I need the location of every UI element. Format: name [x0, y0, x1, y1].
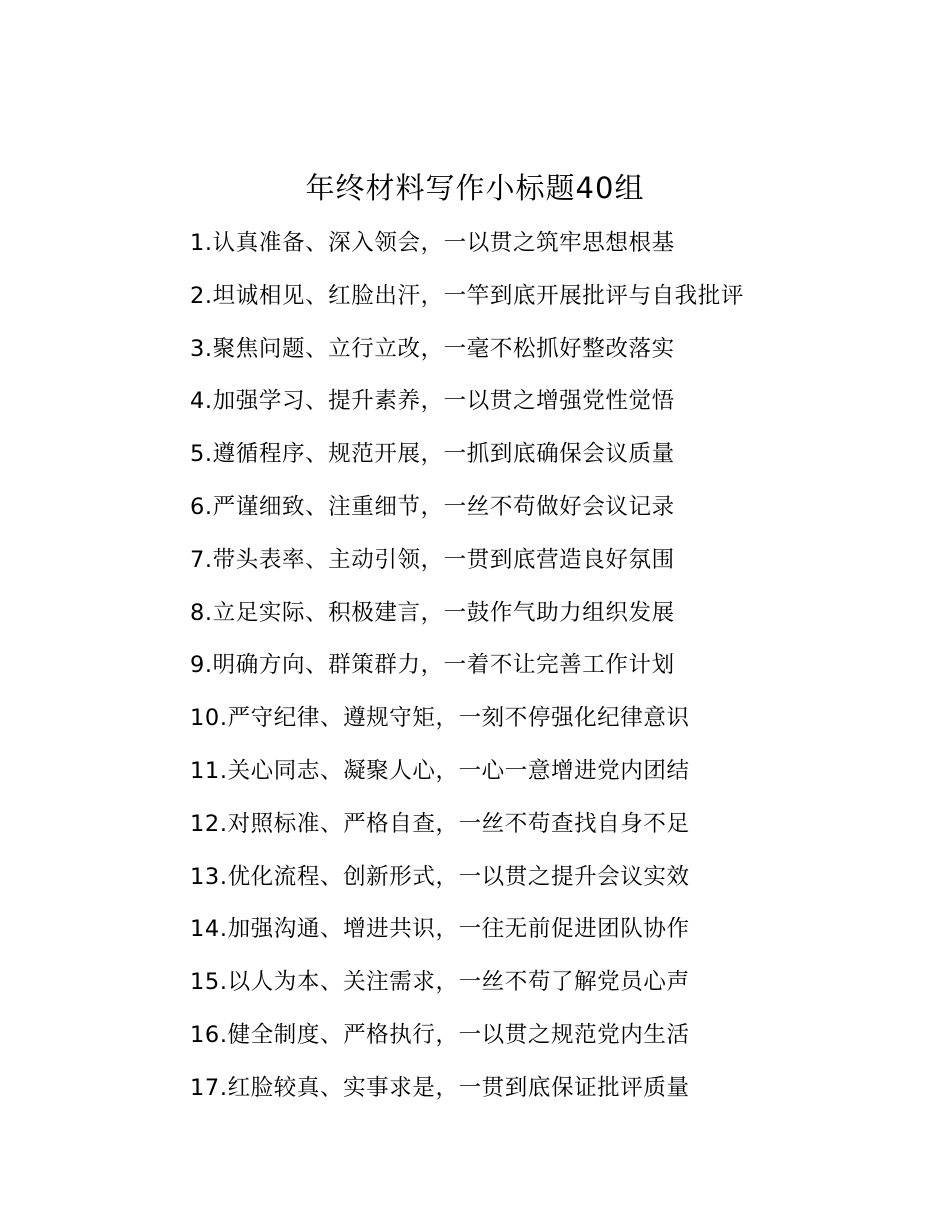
list-item: 17.红脸较真、实事求是，一贯到底保证批评质量 — [190, 1074, 690, 1101]
list-item: 12.对照标准、严格自查，一丝不苟查找自身不足 — [190, 810, 690, 837]
list-item: 11.关心同志、凝聚人心，一心一意增进党内团结 — [190, 757, 690, 784]
list-item: 14.加强沟通、增进共识，一往无前促进团队协作 — [190, 916, 690, 943]
list-item: 16.健全制度、严格执行，一以贯之规范党内生活 — [190, 1021, 690, 1048]
list-item: 8.立足实际、积极建言，一鼓作气助力组织发展 — [190, 599, 675, 626]
list-item: 7.带头表率、主动引领，一贯到底营造良好氛围 — [190, 546, 675, 573]
list-item: 15.以人为本、关注需求，一丝不苟了解党员心声 — [190, 969, 690, 996]
list-item: 2.坦诚相见、红脸出汗，一竿到底开展批评与自我批评 — [190, 282, 744, 309]
list-item: 3.聚焦问题、立行立改，一毫不松抓好整改落实 — [190, 335, 675, 362]
list-item: 6.严谨细致、注重细节，一丝不苟做好会议记录 — [190, 493, 675, 520]
list-item: 5.遵循程序、规范开展，一抓到底确保会议质量 — [190, 441, 675, 468]
list-item: 4.加强学习、提升素养，一以贯之增强党性觉悟 — [190, 388, 675, 415]
document-title: 年终材料写作小标题40组 — [305, 171, 645, 205]
list-item: 10.严守纪律、遵规守矩，一刻不停强化纪律意识 — [190, 705, 690, 732]
list-item: 13.优化流程、创新形式，一以贯之提升会议实效 — [190, 863, 690, 890]
subtitle-list — [190, 222, 744, 1120]
list-item: 1.认真准备、深入领会，一以贯之筑牢思想根基 — [190, 230, 675, 256]
list-item: 9.明确方向、群策群力，一着不让完善工作计划 — [190, 652, 675, 679]
